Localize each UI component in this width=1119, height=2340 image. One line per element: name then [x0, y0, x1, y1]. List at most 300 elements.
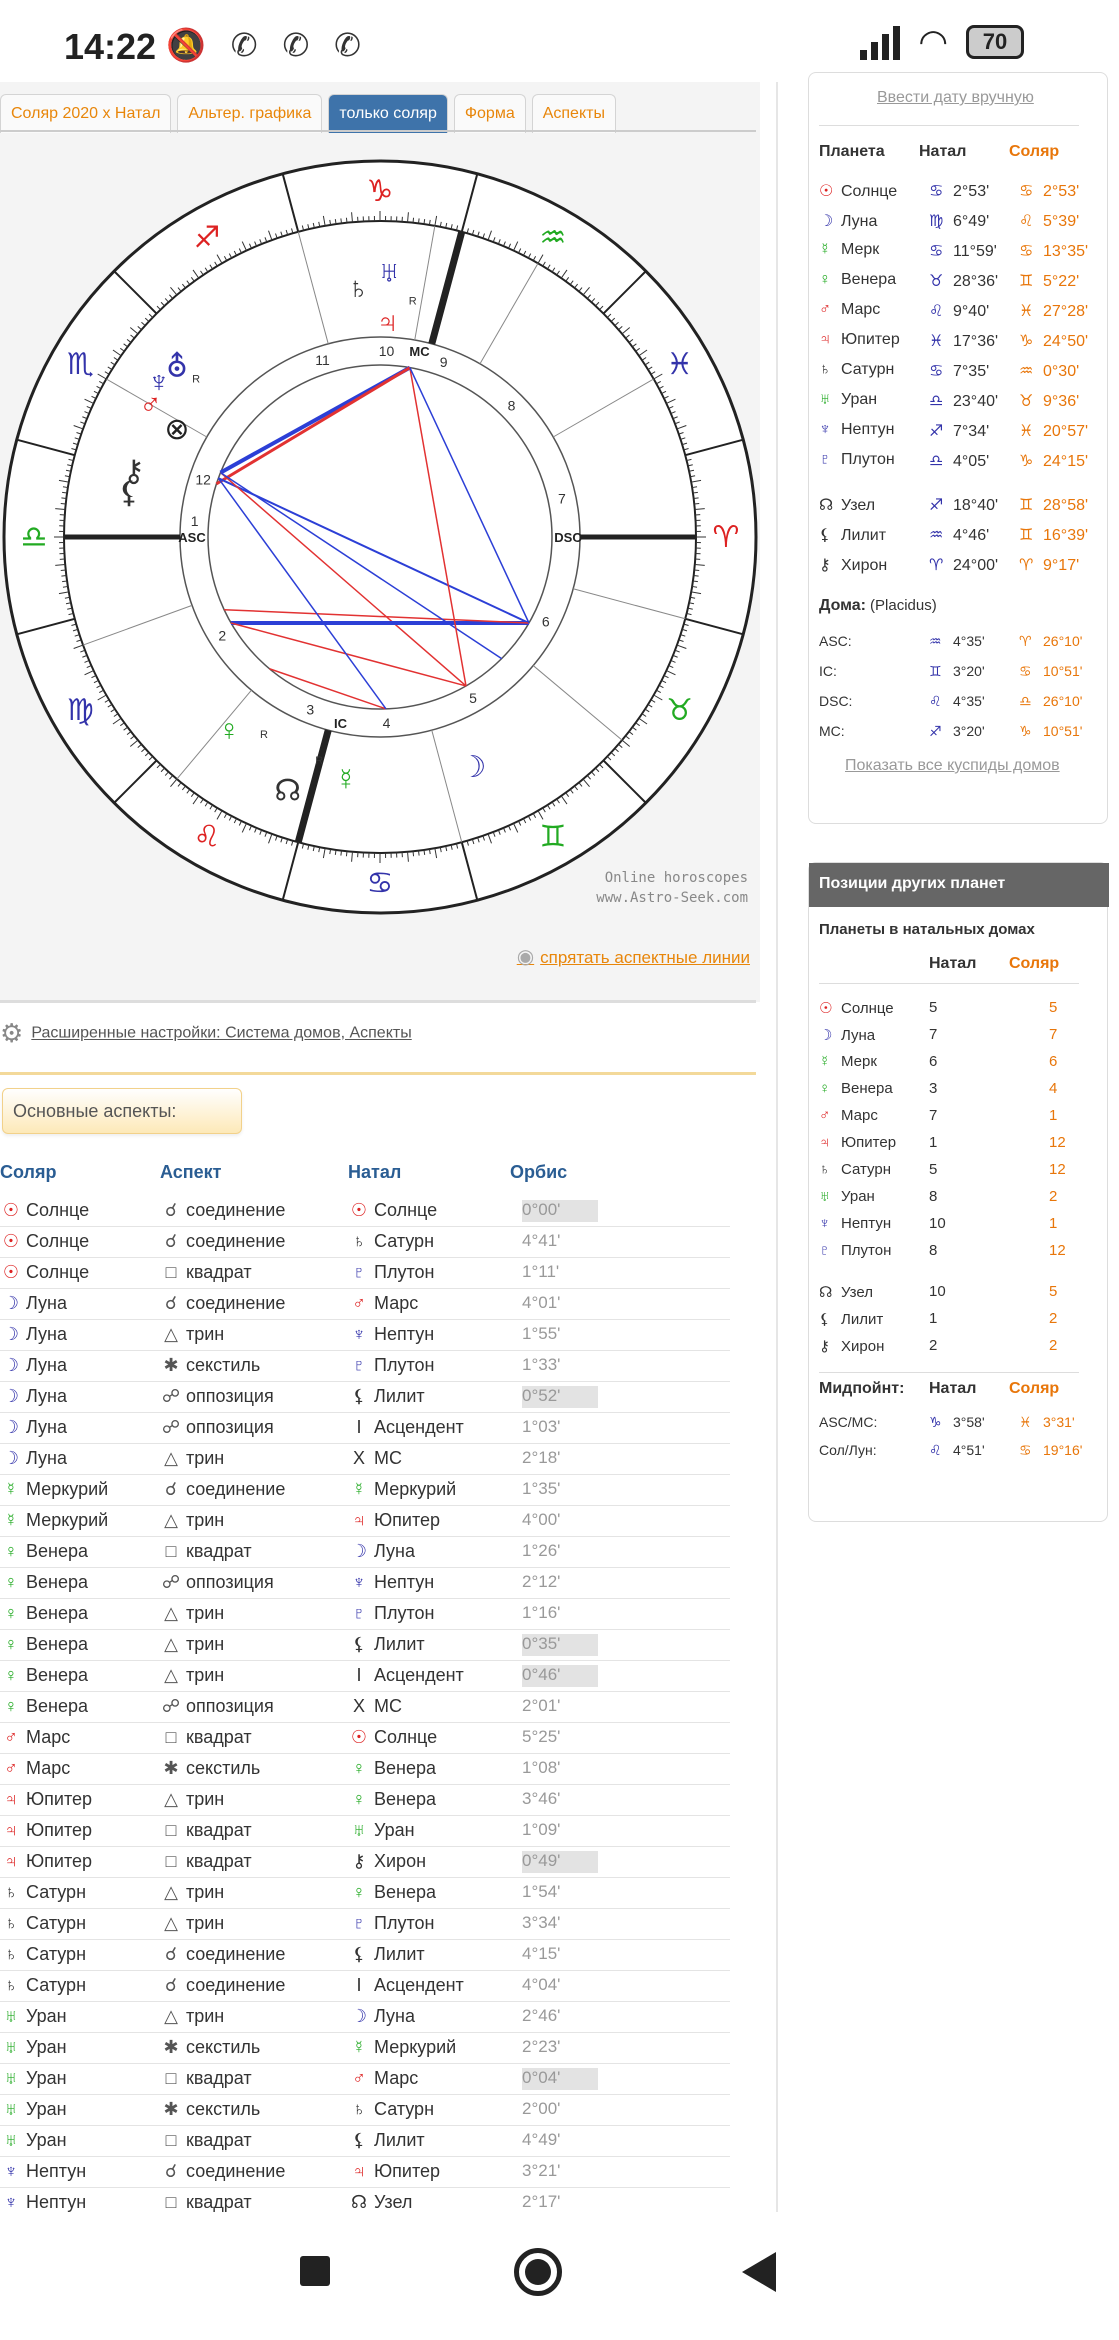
planet-icon: ⚸	[352, 1634, 366, 1654]
natal-planet	[348, 2037, 456, 2058]
planet-icon: ♂	[4, 1727, 18, 1747]
natal-planet	[348, 2006, 415, 2027]
planet-name: Венера	[26, 1572, 88, 1592]
planet-name: Лилит	[841, 527, 887, 544]
sign-icon: ♊	[1019, 527, 1034, 544]
planet-name: Сатурн	[374, 1231, 435, 1251]
solar-degree: 0°30'	[1043, 363, 1080, 380]
tab-2[interactable]: только соляр	[328, 94, 448, 133]
planet-name: Венера	[26, 1665, 88, 1685]
planet-name: Солнце	[26, 1231, 90, 1251]
planet-name: Юпитер	[374, 2161, 441, 2181]
signal-icon	[860, 24, 900, 60]
sign-icon: ♌	[929, 1442, 942, 1458]
col-natal: Натал	[919, 143, 967, 160]
planet-name: Солнце	[26, 1262, 90, 1282]
house-row: IC: ♊ 3°20' ♋ 10°51'	[819, 663, 1083, 679]
planet-name: Луна	[26, 1386, 67, 1406]
natal-planet	[348, 1293, 418, 1314]
planet-name: Марс	[374, 2068, 419, 2088]
planet-icon: ♄	[4, 1882, 18, 1902]
aspect-name: трин	[186, 1789, 225, 1809]
orb-value: 2°17'	[522, 2192, 561, 2211]
planet-icon: ⚷	[819, 557, 831, 574]
position-row	[819, 237, 1119, 267]
table-row	[0, 1940, 730, 1971]
house-position-row: ♆ Нептун 10 1	[819, 1215, 1058, 1232]
aspect-icon: △	[164, 1324, 178, 1344]
planet-icon: ♃	[352, 2161, 366, 2181]
battery-icon: 70	[966, 25, 1024, 59]
planet-glyph-icon: ☊	[274, 774, 301, 808]
zodiac-sign-icon: ♐	[193, 221, 221, 255]
planet-name: Солнце	[841, 183, 898, 200]
aspect-type	[160, 1758, 260, 1779]
planet-name: Луна	[26, 1448, 67, 1468]
house-number: 5	[469, 690, 477, 707]
table-row	[0, 1692, 730, 1723]
planet-icon: ♀	[4, 1665, 18, 1685]
planet-glyph-icon: ⛢	[166, 350, 188, 384]
table-row	[0, 1754, 730, 1785]
planet-name: Юпитер	[841, 331, 900, 348]
planet-icon: ♀	[4, 1696, 18, 1716]
aspect-name: квадрат	[186, 1727, 252, 1747]
planet-name: Асцендент	[374, 1975, 464, 1995]
orb-value: 2°12'	[522, 1572, 561, 1591]
planet-icon: ☽	[350, 2006, 368, 2026]
planet-name: Сатурн	[26, 1944, 87, 1964]
solar-planet	[0, 1324, 67, 1345]
planet-name: MC	[374, 1448, 402, 1468]
aspect-name: трин	[186, 1324, 225, 1344]
chart-credit: Online horoscopes www.Astro-Seek.com	[596, 870, 748, 906]
planet-name: Солнце	[374, 1727, 438, 1747]
natal-planet	[348, 1789, 436, 1810]
natal-planet	[348, 1696, 402, 1717]
planet-name: Марс	[374, 1293, 419, 1313]
planet-icon: ♆	[819, 421, 831, 438]
planet-name: Сатурн	[26, 1975, 87, 1995]
aspect-type	[160, 1541, 252, 1562]
aspect-name: оппозиция	[186, 1386, 274, 1406]
zodiac-sign-icon: ♌	[193, 820, 221, 854]
aspect-type	[160, 1386, 274, 1407]
planet-name: Лилит	[374, 2130, 425, 2150]
table-row	[0, 1258, 730, 1289]
orb-value: 3°21'	[522, 2161, 561, 2180]
planet-icon: ♅	[4, 2037, 18, 2057]
table-row	[0, 2126, 730, 2157]
planet-icon: ☿	[352, 1479, 366, 1499]
aspect-icon: ✱	[163, 1355, 179, 1375]
planet-icon: ⚸	[352, 1944, 366, 1964]
sign-icon: ♒	[1019, 363, 1034, 380]
table-row	[0, 1785, 730, 1816]
chart-box	[0, 82, 760, 1002]
aspect-name: трин	[186, 1510, 225, 1530]
planet-icon: ♅	[4, 2130, 18, 2150]
aspect-icon: ✱	[163, 2037, 179, 2057]
col-planet: Планета	[819, 143, 885, 160]
planet-name: Солнце	[374, 1200, 438, 1220]
aspect-icon: ☍	[161, 1696, 181, 1716]
house-number: 2	[218, 627, 227, 644]
planet-icon: ♀	[819, 271, 831, 288]
house-position-row: ⚸ Лилит 1 2	[819, 1310, 1058, 1328]
planet-icon: ♅	[4, 2068, 18, 2088]
planet-glyph-icon: ☿	[334, 763, 358, 797]
natal-planet	[348, 2068, 418, 2089]
solar-planet	[0, 1944, 86, 1965]
natal-planet	[348, 1386, 425, 1407]
table-row	[0, 1971, 730, 2002]
orb-value: 2°18'	[522, 1448, 561, 1467]
aspect-icon: △	[164, 1665, 178, 1685]
home-button[interactable]	[514, 2248, 562, 2296]
planet-name: Луна	[374, 1541, 415, 1561]
sign-icon: ♍	[929, 213, 944, 230]
house-position-row: ♃ Юпитер 1 12	[819, 1134, 1066, 1151]
aspect-icon: ☌	[164, 1200, 178, 1220]
planet-icon: ☿	[352, 2037, 366, 2057]
solar-planet	[0, 1634, 88, 1655]
table-row	[0, 1444, 730, 1475]
planet-name: Узел	[374, 2192, 413, 2212]
planet-name: Уран	[26, 2130, 67, 2150]
natal-degree: 28°36'	[953, 273, 999, 290]
solar-planet	[0, 1603, 88, 1624]
aspect-name: квадрат	[186, 1541, 252, 1561]
aspect-type	[160, 2099, 260, 2120]
orb-value: 1°11'	[522, 1262, 560, 1281]
solar-planet	[0, 1975, 86, 1996]
planet-name: Марс	[26, 1727, 71, 1747]
aspect-type	[160, 1262, 252, 1283]
house-number: 11	[315, 352, 330, 369]
zodiac-sign-icon: ♈	[712, 521, 740, 554]
aspect-name: секстиль	[186, 1758, 261, 1778]
planet-name: Венера	[374, 1758, 436, 1778]
planet-glyph-icon: ⚸	[117, 476, 140, 510]
natal-degree: 7°34'	[953, 423, 990, 440]
table-row	[0, 1351, 730, 1382]
aspect-icon: ☌	[164, 2161, 178, 2181]
sign-icon: ♌	[1019, 213, 1034, 230]
house-number: 9	[439, 354, 448, 371]
sign-icon: ♈	[1019, 557, 1034, 574]
aspect-name: трин	[186, 1603, 225, 1623]
house-number: 4	[382, 714, 391, 731]
planet-icon: ☿	[4, 1479, 18, 1499]
natal-planet	[348, 1479, 456, 1500]
planet-name: Сатурн	[374, 2099, 435, 2119]
natal-planet	[348, 1541, 415, 1562]
angle-label-ic: IC	[333, 715, 347, 731]
aspect-icon: ☌	[164, 1293, 178, 1313]
solar-degree: 9°17'	[1043, 557, 1080, 574]
position-row	[819, 417, 1119, 447]
table-row	[0, 1661, 730, 1692]
solar-planet	[0, 1293, 67, 1314]
zodiac-sign-icon: ♑	[366, 175, 394, 208]
house-position-row: ☽ Луна 7 7	[819, 1026, 1058, 1044]
planet-icon: ♆	[352, 1572, 366, 1592]
natal-planet	[348, 1448, 402, 1469]
sign-icon: ♋	[929, 243, 944, 260]
planet-icon: ☊	[819, 497, 834, 514]
aspect-icon: ☍	[161, 1417, 181, 1437]
tab-1[interactable]: Альтер. графика	[177, 94, 322, 133]
solar-degree: 9°36'	[1043, 393, 1080, 410]
natal-planet	[348, 1355, 434, 1376]
aspect-name: квадрат	[186, 2068, 252, 2088]
planet-icon: ♂	[819, 301, 831, 318]
tab-4[interactable]: Аспекты	[532, 94, 616, 133]
natal-planet	[348, 2192, 412, 2213]
aspects-header: Соляр Аспект Натал Орбис	[0, 1162, 568, 1182]
sign-icon: ♓	[929, 333, 944, 350]
planet-icon: ♅	[352, 1820, 366, 1840]
natal-planet	[348, 1820, 415, 1841]
show-cusps-link[interactable]: Показать все куспиды домов	[845, 757, 1060, 774]
planet-name: Венера	[841, 271, 897, 288]
solar-degree: 28°58'	[1043, 497, 1089, 514]
natal-degree: 24°00'	[953, 557, 999, 574]
planet-icon: ☉	[819, 183, 834, 200]
planet-icon: ♀	[352, 1789, 366, 1809]
planet-name: Мерк	[841, 241, 880, 258]
sign-icon: ♒	[929, 633, 942, 649]
planet-name: MC	[374, 1696, 402, 1716]
aspect-type	[160, 1665, 224, 1686]
planet-name: Плутон	[374, 1913, 435, 1933]
solar-degree: 5°39'	[1043, 213, 1080, 230]
natal-planet	[348, 1727, 437, 1748]
planet-icon: ☽	[2, 1417, 20, 1437]
solar-degree: 13°35'	[1043, 243, 1089, 260]
zodiac-sign-icon: ♓	[666, 348, 694, 381]
table-row	[0, 1847, 730, 1878]
orb-value: 4°04'	[522, 1975, 561, 1994]
positions-box	[808, 72, 1108, 824]
sign-icon: ♋	[1019, 1442, 1032, 1458]
planet-icon: ♆	[819, 1215, 831, 1232]
solar-degree: 2°53'	[1043, 183, 1080, 200]
solar-planet	[0, 1200, 89, 1221]
planet-icon: I	[356, 1665, 362, 1685]
solar-planet	[0, 1572, 88, 1593]
natal-planet	[348, 1758, 436, 1779]
natal-degree: 4°05'	[953, 453, 990, 470]
sign-icon: ♐	[929, 723, 942, 739]
house-position-row: ♀ Венера 3 4	[819, 1080, 1058, 1097]
solar-planet	[0, 2099, 67, 2120]
planet-icon: ♀	[4, 1572, 18, 1592]
orb-value: 5°25'	[522, 1727, 561, 1746]
planet-name: Уран	[841, 391, 878, 408]
midpoint-row: ASC/MC: ♑ 3°58' ♓ 3°31'	[819, 1414, 1075, 1430]
planet-icon: ♂	[819, 1107, 831, 1124]
solar-planet	[0, 1355, 67, 1376]
planet-icon: ☽	[2, 1355, 20, 1375]
tab-3[interactable]: Форма	[454, 94, 526, 133]
aspects-title: Основные аспекты:	[2, 1088, 242, 1134]
table-row	[0, 2064, 730, 2095]
table-row	[0, 1599, 730, 1630]
aspect-icon: □	[165, 1262, 177, 1282]
aspect-name: соединение	[186, 1975, 286, 1995]
aspect-name: трин	[186, 1665, 225, 1685]
planet-name: Луна	[374, 2006, 415, 2026]
planet-name: Плутон	[374, 1355, 435, 1375]
aspect-type	[160, 1200, 285, 1221]
planet-name: Уран	[26, 2099, 67, 2119]
planet-name: Венера	[374, 1882, 436, 1902]
col-solar: Соляр	[1009, 143, 1060, 160]
planet-name: Нептун	[841, 421, 895, 438]
orb-value: 4°00'	[522, 1510, 561, 1529]
orb-value: 1°35'	[522, 1479, 561, 1498]
planet-icon: ♅	[4, 2006, 18, 2026]
planet-icon: ⚸	[352, 2130, 366, 2150]
houses-label: Дома: (Placidus)	[819, 597, 937, 614]
planet-name: Плутон	[374, 1262, 435, 1282]
sign-icon: ♌	[929, 693, 942, 709]
aspect-icon: □	[165, 1541, 177, 1561]
planet-icon: ♂	[352, 1293, 366, 1313]
aspect-icon: △	[164, 1448, 178, 1468]
planet-icon: ☊	[351, 2192, 367, 2212]
orb-value: 1°26'	[522, 1541, 561, 1560]
enter-date-link[interactable]: Ввести дату вручную	[877, 89, 1034, 106]
sign-icon: ♋	[1019, 183, 1034, 200]
planet-icon: ♂	[352, 2068, 366, 2088]
planet-icon: ♀	[819, 1080, 831, 1097]
aspect-icon: □	[165, 1727, 177, 1747]
house-row: DSC: ♌ 4°35' ♎ 26°10'	[819, 693, 1083, 709]
planet-icon: ☿	[819, 1053, 831, 1070]
aspect-icon: □	[165, 2192, 177, 2212]
planet-icon: ♃	[352, 1510, 366, 1530]
aspect-name: квадрат	[186, 1851, 252, 1871]
aspect-icon: ☌	[164, 1944, 178, 1964]
aspect-name: оппозиция	[186, 1417, 274, 1437]
aspect-type	[160, 1975, 285, 1996]
house-number: 3	[306, 701, 315, 718]
position-row	[819, 177, 1119, 207]
planet-icon: ♄	[4, 1944, 18, 1964]
natal-degree: 2°53'	[953, 183, 990, 200]
aspect-name: соединение	[186, 1944, 286, 1964]
orb-value: 1°55'	[522, 1324, 561, 1343]
aspect-type	[160, 1231, 285, 1252]
aspect-name: квадрат	[186, 1262, 252, 1282]
solar-planet	[0, 2161, 86, 2182]
solar-planet	[0, 1386, 67, 1407]
planet-icon: ♄	[4, 1913, 18, 1933]
planet-name: Уран	[374, 1820, 415, 1840]
planet-name: Нептун	[26, 2161, 87, 2181]
position-row	[819, 267, 1119, 297]
angle-label-mc: MC	[409, 344, 430, 360]
hide-aspect-lines-link[interactable]: ◉ спрятать аспектные линии	[516, 946, 750, 968]
planet-icon: ☽	[2, 1386, 20, 1406]
position-row	[819, 491, 1119, 521]
aspect-type	[160, 1727, 252, 1748]
planet-icon: ☽	[350, 1541, 368, 1561]
back-button[interactable]	[742, 2252, 776, 2292]
aspect-type	[160, 1603, 224, 1624]
sign-icon: ♈	[1019, 633, 1032, 649]
table-row	[0, 1878, 730, 1909]
aspect-icon: ☍	[161, 1572, 181, 1592]
orb-value: 1°54'	[522, 1882, 561, 1901]
sign-icon: ♎	[1019, 693, 1032, 709]
natal-degree: 18°40'	[953, 497, 999, 514]
house-position-row: ♅ Уран 8 2	[819, 1188, 1058, 1205]
advanced-settings-link[interactable]: ⚙ Расширенные настройки: Система домов, Аспекты	[0, 1018, 412, 1048]
planet-icon: ♂	[4, 1758, 18, 1778]
natal-planet	[348, 2099, 434, 2120]
planet-icon: ♇	[352, 1603, 366, 1623]
planet-name: Юпитер	[374, 1510, 441, 1530]
orb-value: 1°33'	[522, 1355, 561, 1374]
planet-icon: ♄	[352, 2099, 366, 2119]
house-position-row: ⚷ Хирон 2 2	[819, 1337, 1058, 1355]
aspect-type	[160, 2161, 285, 2182]
solar-degree: 24°50'	[1043, 333, 1089, 350]
aspect-icon: □	[165, 1851, 177, 1871]
aspect-type	[160, 1851, 252, 1872]
sign-icon: ♑	[1019, 723, 1032, 739]
aspect-type	[160, 1696, 274, 1717]
retrograde-mark: R	[260, 728, 268, 741]
aspect-icon: ✱	[163, 1758, 179, 1778]
recents-button[interactable]	[300, 2256, 330, 2286]
orb-value: 4°01'	[522, 1293, 561, 1312]
table-row	[0, 1475, 730, 1506]
table-row	[0, 1196, 730, 1227]
aspect-type	[160, 1913, 224, 1934]
tab-0[interactable]: Соляр 2020 x Натал	[0, 94, 171, 133]
aspect-name: оппозиция	[186, 1696, 274, 1716]
solar-planet	[0, 1758, 70, 1779]
planet-icon: ♀	[4, 1541, 18, 1561]
planet-name: Меркурий	[26, 1479, 109, 1499]
house-number: 8	[507, 397, 516, 414]
position-row	[819, 521, 1119, 551]
aspect-icon: △	[164, 1913, 178, 1933]
orb-value: 4°49'	[522, 2130, 561, 2149]
zodiac-sign-icon: ♊	[539, 820, 567, 854]
aspect-type	[160, 2037, 260, 2058]
planet-name: Луна	[26, 1417, 67, 1437]
planet-icon: ♅	[819, 391, 831, 408]
planet-icon: ⚸	[819, 527, 831, 544]
aspect-type	[160, 2192, 252, 2213]
house-number: 6	[541, 613, 550, 630]
aspect-icon: ☍	[161, 1386, 181, 1406]
natal-planet	[348, 1944, 425, 1965]
planet-name: Хирон	[374, 1851, 427, 1871]
natal-planet	[348, 1262, 434, 1283]
aspect-name: соединение	[186, 2161, 286, 2181]
solar-degree: 27°28'	[1043, 303, 1089, 320]
table-row	[0, 1909, 730, 1940]
orb-value: 1°03'	[522, 1417, 561, 1436]
other-positions-subtitle: Планеты в натальных домах	[819, 921, 1035, 938]
